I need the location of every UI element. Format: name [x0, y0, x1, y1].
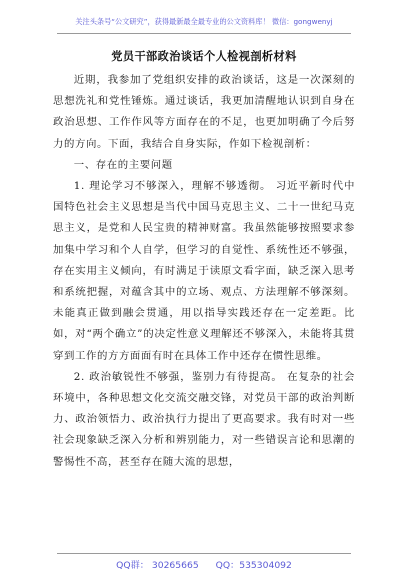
document-title: 党员干部政治谈话个人检视剖析材料 — [111, 49, 297, 63]
document-body — [53, 70, 355, 473]
point-2-paragraph: 2. 政治敏锐性不够强，鉴别力有待提高。 在复杂的社会环境中，各种思想文化交流交融交锋，对党员干部的政治判断力、政治领悟力、政治执行力提出了更高要求。我有时对一些社会现象缺乏深入分析和辨别能力，对一些错误言论和思潮的警惕性不高，甚至存在随大流的思想， — [53, 370, 355, 468]
footer-qq: QQ：535304092 — [215, 560, 292, 571]
page-header-banner: 关注头条号“公文研究”，获得最新最全最专业的公文资料库！ 微信：gongwenyj — [75, 17, 333, 26]
page-footer — [0, 557, 408, 571]
footer-qq-group: QQ群： 30265665 — [116, 560, 199, 571]
header-divider — [57, 33, 351, 34]
intro-paragraph: 近期，我参加了党组织安排的政治谈话，这是一次深刻的思想洗礼和党性锤炼。通过谈话，我更加清醒地认识到自身在政治思想、工作作风等方面存在的不足，也更加明确了今后努力的方向。下面，我结合自身实际，作如下检视剖析： — [53, 74, 355, 150]
point-1-paragraph: 1. 理论学习不够深入，理解不够透彻。 习近平新时代中国特色社会主义思想是当代中国马克思主义、二十一世纪马克思主义，是党和人民宝贵的精神财富。我虽然能够按照要求参加集中学习和个人自学，但学习的自觉性、系统性还不够强，存在实用主义倾向，有时满足于读原文看字面，缺乏深入思考和系统把握，对蕴含其中的立场、观点、方法理解不够深刻。未能真正做到融会贯通，用以指导实践还存在一定差距。比如，对“两个确立”的决定性意义理解还不够深入，未能将其贯穿到工作的方方面面有时在具体工作中还存在惯性思维。 — [53, 180, 355, 362]
footer-divider — [57, 553, 351, 554]
section-heading: 一、存在的主要问题 — [73, 158, 173, 171]
